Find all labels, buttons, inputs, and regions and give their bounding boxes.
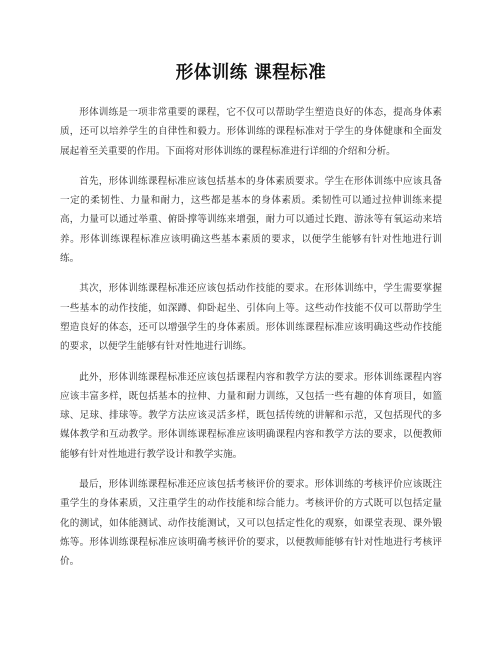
paragraph-physical-fitness: 首先，形体训练课程标准应该包括基本的身体素质要求。学生在形体训练中应该具备一定的柔韧性、力量和耐力，这些都是基本的身体素质。柔韧性可以通过拉伸训练来提高，力量可以通过举重、俯卧撑等训练来增强，耐力可以通过长跑、游泳等有氧运动来培养。形体训练课程标准应该明确这些基本素质的要求，以便学生能够有针对性地进行训练。 <box>60 175 442 265</box>
paragraph-content-methods: 此外，形体训练课程标准还应该包括课程内容和教学方法的要求。形体训练课程内容应该丰富多样，既包括基本的拉伸、力量和耐力训练，又包括一些有趣的体育项目，如篮球、足球、排球等。教学方法应该灵活多样，既包括传统的讲解和示范，又包括现代的多媒体教学和互动教学。形体训练课程标准应该明确课程内容和教学方法的要求，以便教师能够有针对性地进行教学设计和教学实施。 <box>60 371 442 460</box>
paragraph-intro: 形体训练是一项非常重要的课程，它不仅可以帮助学生塑造良好的体态，提高身体素质，还可以培养学生的自律性和毅力。形体训练的课程标准对于学生的身体健康和全面发展起着至关重要的作用。下面将对形体训练的课程标准进行详细的介绍和分析。 <box>60 107 442 157</box>
paragraph-assessment: 最后，形体训练课程标准还应该包括考核评价的要求。形体训练的考核评价应该既注重学生的身体素质，又注重学生的动作技能和综合能力。考核评价的方式既可以包括定量化的测试，如体能测试、动作技能测试，又可以包括定性化的观察，如课堂表现、课外锻炼等。形体训练课程标准应该明确考核评价的要求，以便教师能够有针对性地进行考核评价。 <box>60 479 442 568</box>
paragraph-motor-skills: 其次，形体训练课程标准还应该包括动作技能的要求。在形体训练中，学生需要掌握一些基本的动作技能，如深蹲、仰卧起坐、引体向上等。这些动作技能不仅可以帮助学生塑造良好的体态，还可以增强学生的身体素质。形体训练课程标准应该明确这些动作技能的要求，以便学生能够有针对性地进行训练。 <box>60 283 442 353</box>
document-title: 形体训练 课程标准 <box>175 63 327 83</box>
